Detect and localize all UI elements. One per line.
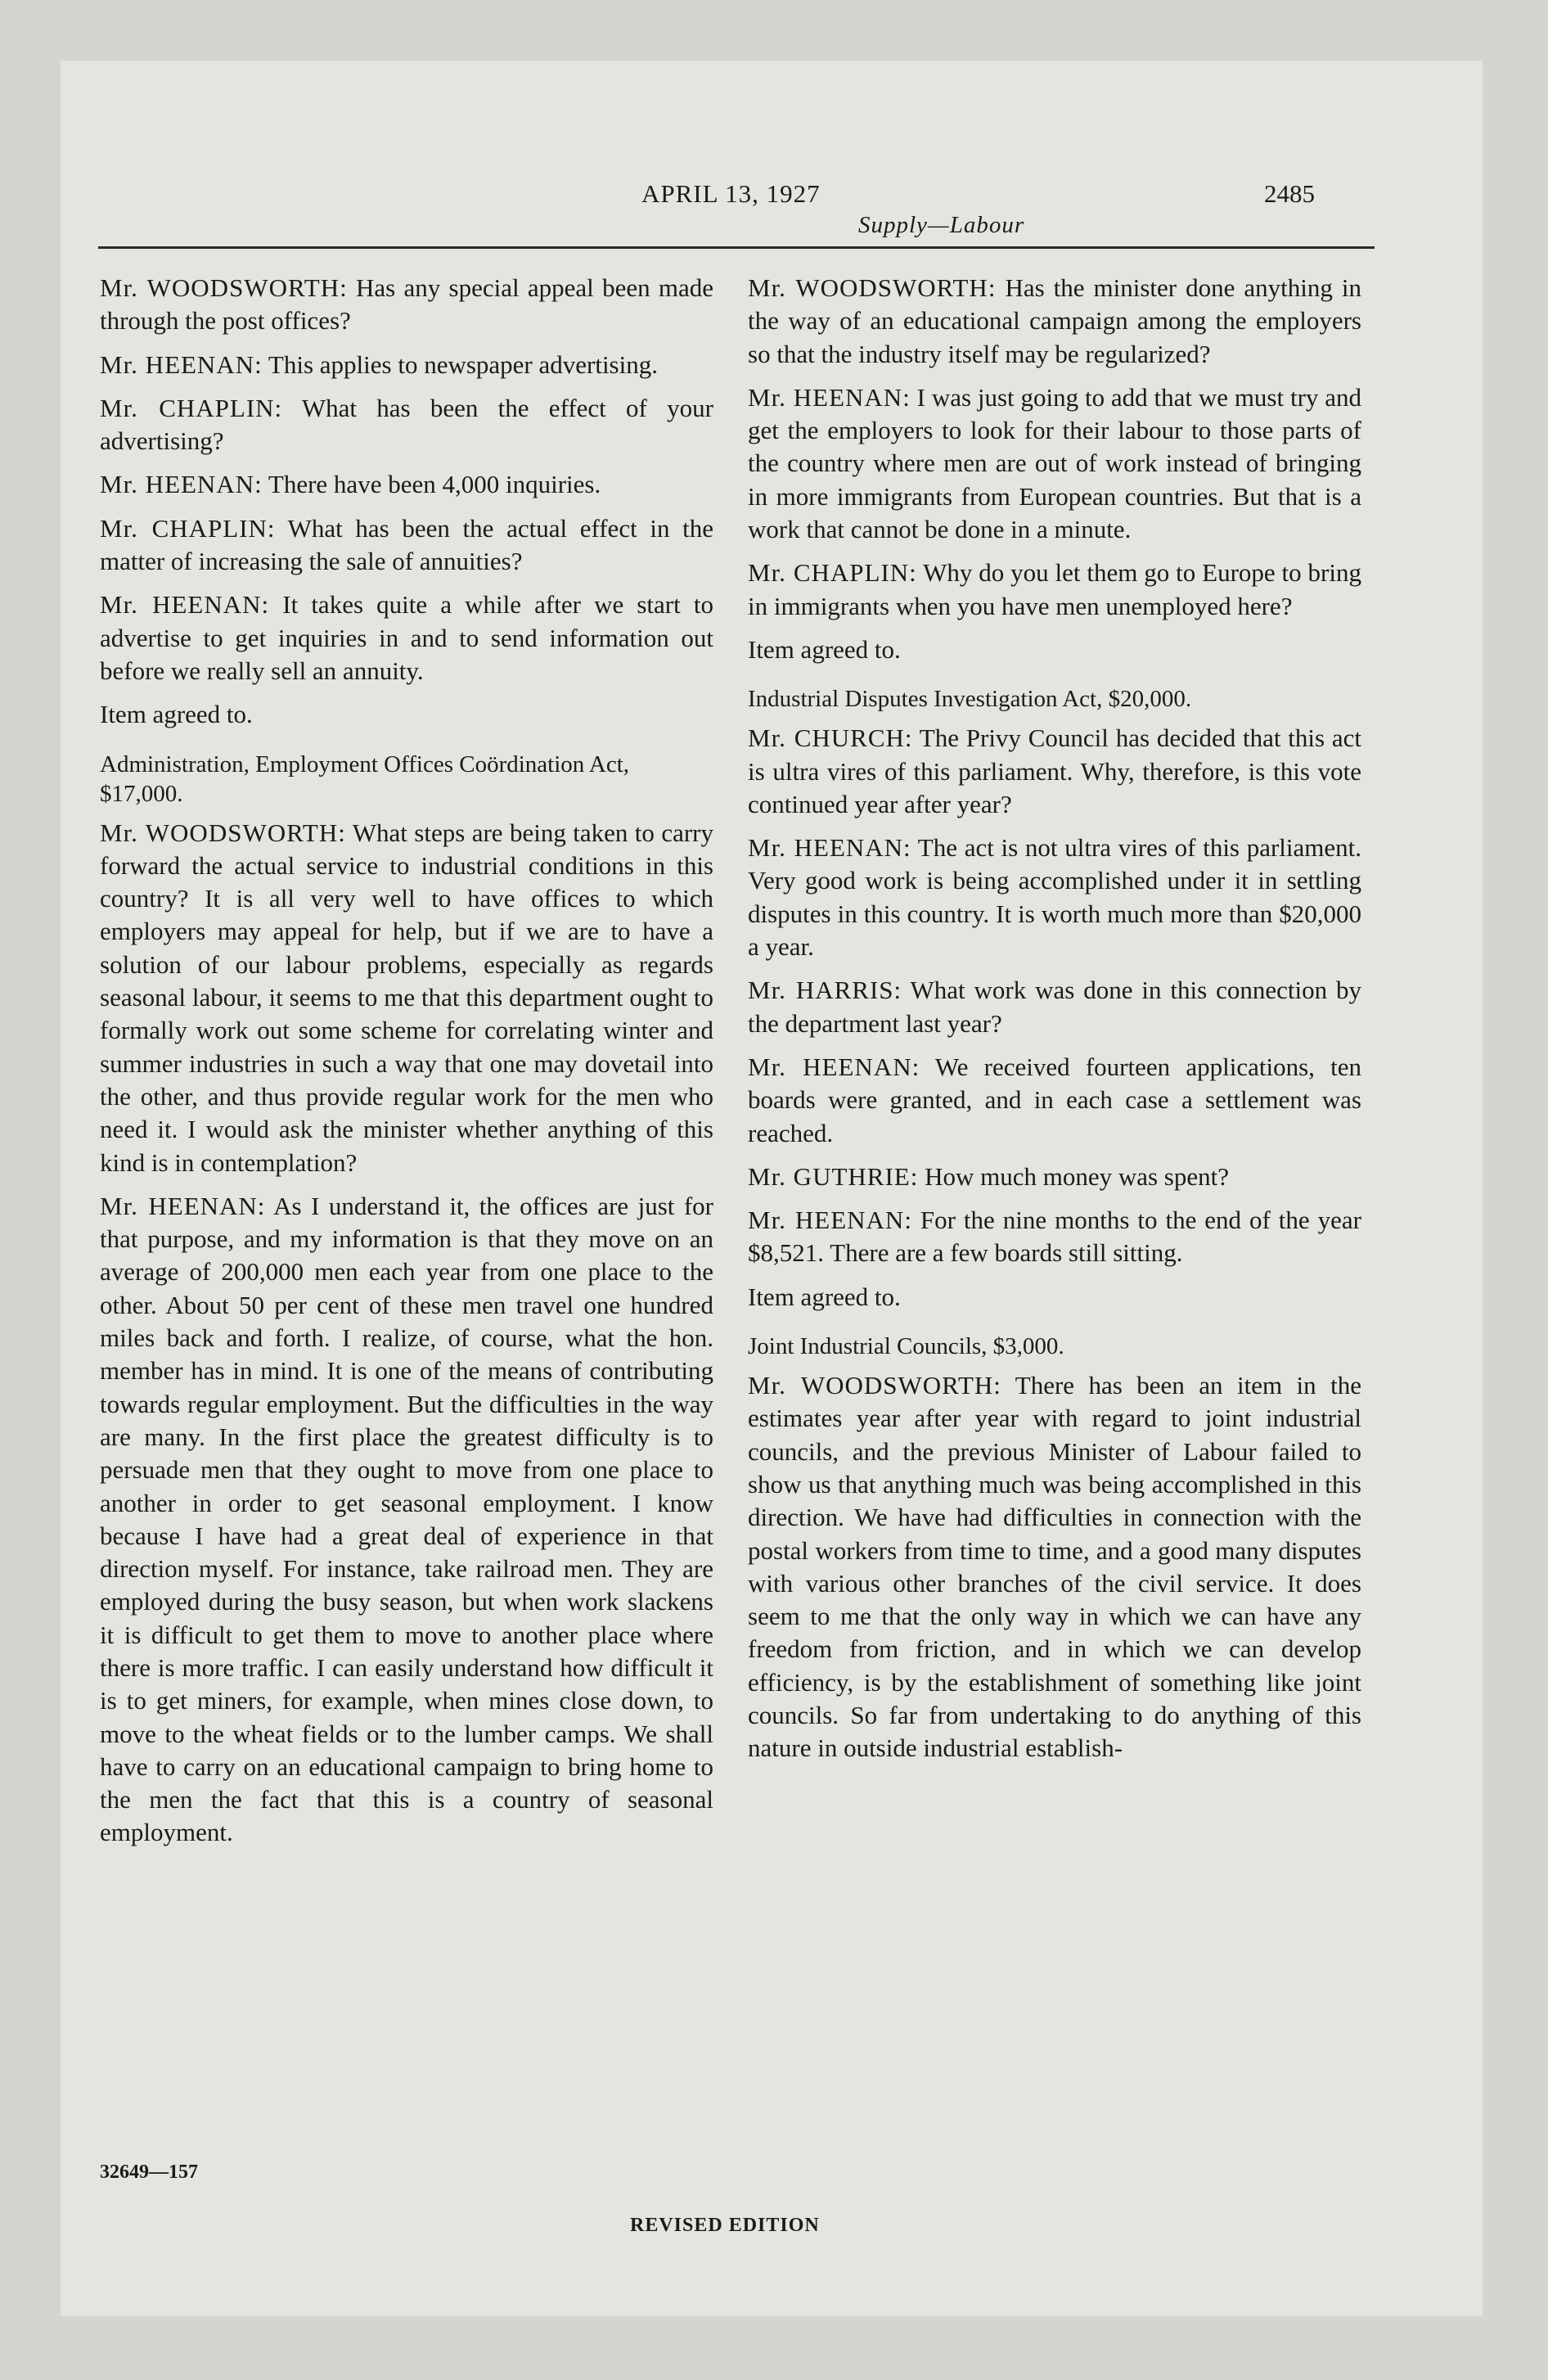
speech-paragraph	[100, 588, 713, 687]
edition-label: REVISED EDITION	[630, 2215, 820, 2236]
speech-paragraph	[100, 349, 713, 381]
speaker-name: Mr. HEENAN:	[100, 1191, 266, 1220]
speech-paragraph	[100, 512, 713, 579]
speaker-name: Mr. WOODSWORTH:	[100, 273, 348, 302]
speech-text: The act is not ultra vires of this parliament. Very good work is being accomplished under it in settling disputes in this country. It is worth much more than $20,000 a year.	[748, 833, 1361, 962]
right-speeches-2	[748, 722, 1361, 1269]
right-speeches-1	[748, 272, 1361, 623]
speech-paragraph	[100, 272, 713, 338]
speaker-name: Mr. HEENAN:	[748, 1052, 920, 1081]
vote-heading: Joint Industrial Councils, $3,000.	[748, 1333, 1064, 1360]
speech-paragraph	[748, 381, 1361, 546]
left-column	[100, 272, 713, 1860]
left-speeches-1	[100, 272, 713, 687]
speech-text: For the nine months to the end of the year $8,521. There are a few boards still sitting.	[748, 1206, 1361, 1268]
speech-paragraph	[100, 817, 713, 1179]
speech-paragraph	[100, 468, 713, 501]
vote-heading: Industrial Disputes Investigation Act, $20,000.	[748, 686, 1192, 713]
speaker-name: Mr. WOODSWORTH:	[748, 273, 997, 302]
speaker-name: Mr. CHAPLIN:	[748, 558, 917, 588]
speaker-name: Mr. HEENAN:	[100, 349, 263, 379]
speech-paragraph	[100, 392, 713, 458]
speech-text: We received fourteen applications, ten boards were granted, and in each case a settlement was reached.	[748, 1052, 1361, 1147]
speech-text: How much money was spent?	[918, 1161, 1230, 1191]
header-page-number: 2485	[1264, 179, 1315, 208]
speaker-name: Mr. WOODSWORTH:	[748, 1371, 1001, 1400]
speech-paragraph	[748, 272, 1361, 371]
header-subject: Supply—Labour	[858, 212, 1025, 238]
speaker-name: Mr. HEENAN:	[748, 382, 911, 412]
speaker-name: Mr. CHAPLIN:	[100, 393, 283, 422]
header-date: APRIL 13, 1927	[641, 179, 821, 208]
header-rule	[98, 246, 1375, 249]
speaker-name: Mr. CHURCH:	[748, 723, 913, 753]
item-agreed-text: Item agreed to.	[748, 1282, 901, 1311]
left-speeches-2	[100, 817, 713, 1850]
speech-text: What has been the actual effect in the matter of increasing the sale of annuities?	[100, 513, 713, 576]
speaker-name: Mr. HARRIS:	[748, 976, 902, 1005]
print-code: 32649—157	[100, 2161, 198, 2183]
speech-text: What has been the effect of your advertising?	[100, 393, 713, 456]
item-agreed-text: Item agreed to.	[748, 634, 901, 664]
speech-paragraph	[100, 1190, 713, 1850]
speaker-name: Mr. HEENAN:	[748, 1206, 912, 1235]
speech-text: Has any special appeal been made through the post offices?	[100, 273, 713, 336]
speaker-name: Mr. HEENAN:	[748, 833, 911, 863]
speech-paragraph	[748, 557, 1361, 623]
speaker-name: Mr. HEENAN:	[100, 590, 270, 620]
speech-paragraph	[748, 974, 1361, 1040]
speech-paragraph	[748, 1369, 1361, 1765]
speech-text: Why do you let them go to Europe to bring in immigrants when you have men unemployed here?	[748, 558, 1361, 620]
speech-paragraph	[748, 1051, 1361, 1150]
speech-text: There have been 4,000 inquiries.	[262, 470, 601, 499]
speech-text: What work was done in this connection by the department last year?	[748, 976, 1361, 1038]
item-agreed-text: Item agreed to.	[100, 700, 253, 729]
speech-text: It takes quite a while after we start to advertise to get inquiries in and to send information out before we really sell an annuity.	[100, 590, 713, 685]
page-header	[61, 61, 1483, 257]
right-speeches-3	[748, 1369, 1361, 1765]
speech-text: Has the minister done anything in the way of an educational campaign among the employers so that the industry itself may be regularized?	[748, 273, 1361, 368]
speaker-name: Mr. HEENAN:	[100, 470, 263, 499]
speech-paragraph	[748, 1161, 1361, 1193]
speech-text: As I understand it, the offices are just for that purpose, and my information is that they move on an average of 200,000 men each year from one place to the other. About 50 per cent of these men travel one hundred miles back and forth. I realize, of course, what the hon. member has in mind. It is one of the means of contributing towards regular employment. But the difficulties in the way are many. In the first place the greatest difficulty is to persuade men that they ought to move from one place to another in order to get seasonal employment. I know because I have had a great deal of experience in that direction myself. For instance, take railroad men. They are employed during the busy season, but when work slackens it is difficult to get them to move to another place where there is more traffic. I can easily understand how difficult it is to get miners, for example, when mines close down, to move to the wheat fields or to the lumber camps. We shall have to carry on an educational campaign to bring home to the men the fact that this is a country of seasonal employment.	[100, 1191, 713, 1847]
speech-paragraph	[748, 832, 1361, 963]
speaker-name: Mr. CHAPLIN:	[100, 513, 276, 543]
vote-heading: Administration, Employment Offices Coördination Act, $17,000.	[100, 751, 630, 807]
speech-text: What steps are being taken to carry forward the actual service to industrial conditions in this country? It is all very well to have offices to which employers may appeal for help, but if we are to have a solution of our labour problems, especially as regards seasonal labour, it seems to me that this department ought to formally work out some scheme for correlating winter and summer industries in such a way that one may dovetail into the other, and thus provide regular work for the men who need it. I would ask the minister whether anything of this kind is in contemplation?	[100, 818, 713, 1177]
speech-text: The Privy Council has decided that this act is ultra vires of this parliament. Why, therefore, is this vote continued year after year?	[748, 723, 1361, 818]
speech-paragraph	[748, 1204, 1361, 1270]
speech-text: There has been an item in the estimates year after year with regard to joint industrial councils, and the previous Minister of Labour failed to show us that anything much was being accomplished in this direction. We have had difficulties in connection with the postal workers from time to time, and a good many disputes with various other branches of the civil service. It does seem to me that the only way in which we can have any freedom from friction, and in which we can develop efficiency, is by the establishment of something like joint councils. So far from undertaking to do anything of this nature in outside industrial establish-	[748, 1371, 1361, 1763]
speaker-name: Mr. WOODSWORTH:	[100, 818, 346, 847]
speech-paragraph	[748, 722, 1361, 821]
speaker-name: Mr. GUTHRIE:	[748, 1161, 919, 1191]
right-column	[748, 272, 1361, 1776]
speech-text: This applies to newspaper advertising.	[262, 349, 658, 379]
speech-text: I was just going to add that we must try and get the employers to look for their labour to those parts of the country where men are out of work instead of bringing in more immigrants from European countries. But that is a work that cannot be done in a minute.	[748, 382, 1361, 544]
hansard-page	[61, 61, 1483, 2316]
